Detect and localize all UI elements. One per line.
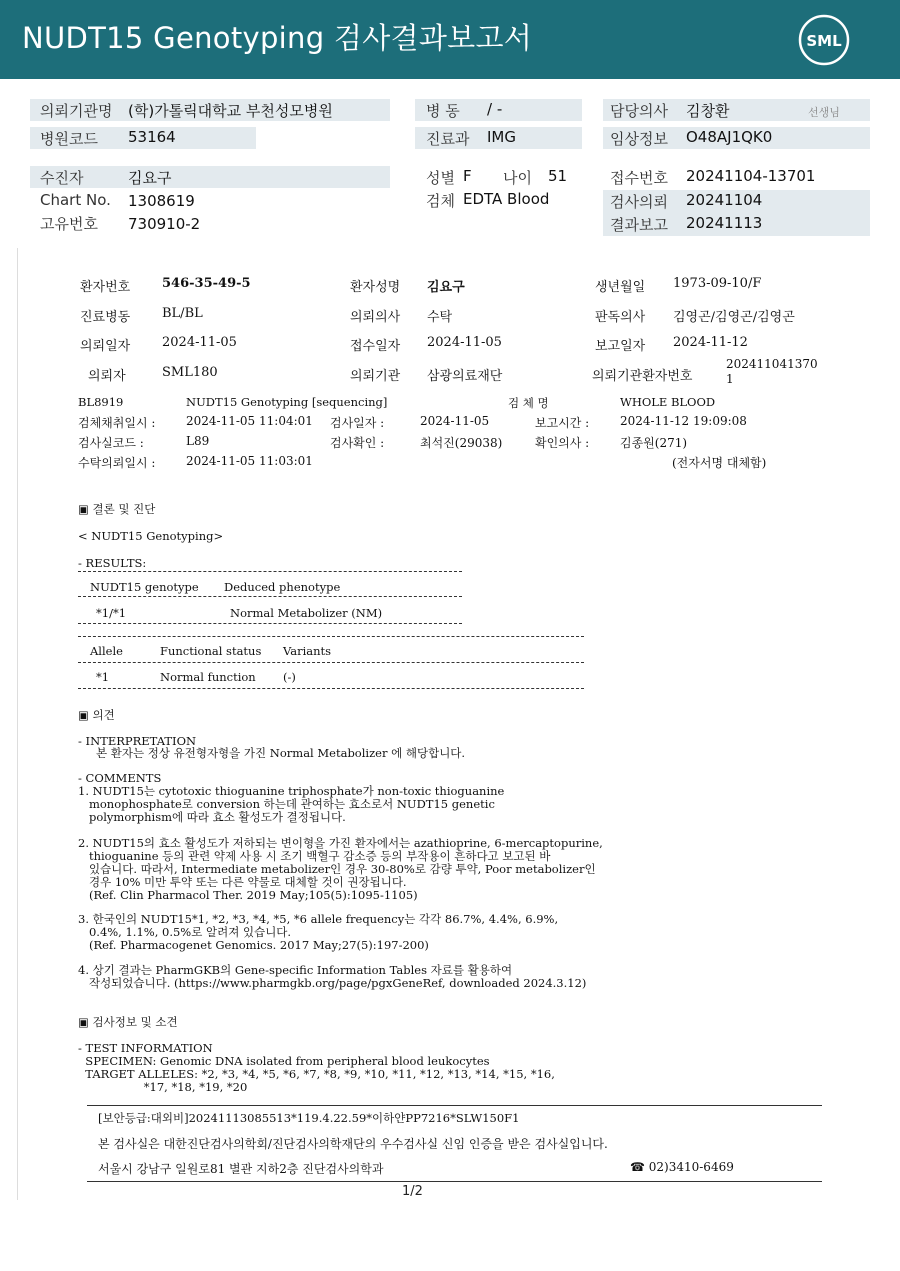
footer-rule-bottom — [87, 1181, 822, 1182]
inst-label: 의뢰기관명 — [40, 102, 113, 120]
collect-value: 2024-11-05 11:04:01 — [186, 414, 313, 428]
ward-label: 병 동 — [426, 102, 460, 120]
dob-value: 1973-09-10/F — [673, 276, 762, 291]
requester-value: SML180 — [162, 365, 218, 380]
genotyping-subtitle: < NUDT15 Genotyping> — [78, 529, 224, 543]
reptime-label: 보고시간 : — [535, 416, 590, 430]
table2-header-allele: Allele — [90, 644, 123, 658]
test-code: BL8919 — [78, 395, 124, 409]
certification-line: 본 검사실은 대한진단검사의학회/진단검사의학재단의 우수검사실 신임 인증을 받은 검사실입니다. — [98, 1137, 608, 1151]
logo-text: SML — [806, 32, 842, 50]
test-spec-label: 검 체 명 — [508, 396, 549, 410]
req-value: 20241104 — [686, 191, 763, 209]
testdate-value: 2024-11-05 — [420, 414, 490, 428]
pid-label: 환자번호 — [80, 280, 131, 295]
test-information-text: - TEST INFORMATION SPECIMEN: Genomic DNA isolated from peripheral blood leukocytes TARGET ALLELES: *2, *3, *4, *5, *6, *7, *8, *9, *10, *11, *12, *13, *14, *15, *16, *17, *18, *19, *20 — [78, 1041, 555, 1094]
dept-label: 진료과 — [426, 130, 470, 148]
pname-label: 환자성명 — [350, 280, 401, 295]
spec-value: EDTA Blood — [463, 190, 550, 208]
reqdate-label: 의뢰일자 — [80, 339, 131, 354]
table2-function-value: Normal function — [160, 670, 256, 684]
doctor-suffix: 선생님 — [808, 106, 840, 119]
table1-phenotype-value: Normal Metabolizer (NM) — [230, 606, 383, 620]
table1-rule-mid — [78, 596, 462, 597]
table1-genotype-value: *1/*1 — [96, 606, 127, 620]
page-border-left — [17, 248, 18, 1200]
pname-value: 김요구 — [427, 280, 465, 295]
sex-value: F — [463, 167, 472, 185]
repdate-label: 보고일자 — [595, 339, 646, 354]
collect-label: 검체채취일시 : — [78, 416, 156, 430]
section-opinion: ▣ 의견 — [78, 708, 115, 722]
room-label: 검사실코드 : — [78, 436, 144, 450]
doctor-label: 담당의사 — [610, 102, 668, 120]
consign-value: 2024-11-05 11:03:01 — [186, 454, 313, 468]
table2-rule-mid — [78, 662, 584, 663]
table1-rule-bottom — [78, 623, 462, 624]
readdoc-label: 판독의사 — [595, 310, 646, 325]
comment-4: 4. 상기 결과는 PharmGKB의 Gene-specific Information Tables 자료를 활용하여 작성되었습니다. (https://www.pharmgkb.org/page/pgxGeneRef, downloaded 2024.3.12) — [78, 963, 587, 990]
recvdate-label: 접수일자 — [350, 339, 401, 354]
req-label: 검사의뢰 — [610, 193, 668, 211]
reqdoc-label: 의뢰의사 — [350, 310, 401, 325]
hcode-value: 53164 — [128, 128, 176, 146]
consign-label: 수탁의뢰일시 : — [78, 456, 156, 470]
instpid-label: 의뢰기관환자번호 — [592, 369, 693, 384]
table2-allele-value: *1 — [96, 670, 110, 684]
hcode-label: 병원코드 — [40, 130, 98, 148]
ward-value: / - — [487, 100, 503, 118]
footer-rule-top — [87, 1105, 822, 1106]
patient-value: 김요구 — [128, 169, 172, 187]
address-line: 서울시 강남구 일원로81 별관 지하2층 진단검사의학과 — [98, 1162, 384, 1176]
age-value: 51 — [548, 167, 568, 185]
confirm-label: 검사확인 : — [330, 436, 385, 450]
table1-rule-top — [78, 571, 462, 572]
patient-label: 수진자 — [40, 169, 84, 187]
comments-heading: - COMMENTS — [78, 771, 162, 785]
requester-label: 의뢰자 — [88, 369, 126, 384]
recv-value: 20241104-13701 — [686, 167, 816, 185]
phone-line: ☎ 02)3410-6469 — [630, 1160, 734, 1174]
uid-value: 730910-2 — [128, 215, 201, 233]
reqdate-value: 2024-11-05 — [162, 335, 237, 350]
report-header — [0, 0, 900, 79]
reqdoc-value: 수탁 — [427, 310, 453, 325]
clin-label: 임상정보 — [610, 130, 668, 148]
patient-bar — [30, 166, 390, 188]
dob-label: 생년월일 — [595, 280, 646, 295]
recv-label: 접수번호 — [610, 169, 668, 187]
section-test-info: ▣ 검사정보 및 소견 — [78, 1015, 178, 1029]
confirm-value: 최석진(29038) — [420, 436, 503, 450]
page-number: 1/2 — [402, 1184, 423, 1199]
reqinst-value: 삼광의료재단 — [427, 369, 503, 384]
confdoc-value: 김종원(271) — [620, 436, 688, 450]
table1-header-genotype: NUDT15 genotype — [90, 580, 199, 594]
table2-rule-bottom — [78, 688, 584, 689]
report-title: NUDT15 Genotyping 검사결과보고서 — [22, 21, 533, 55]
confdoc-label: 확인의사 : — [535, 436, 590, 450]
table2-rule-top — [78, 636, 584, 637]
rward-label: 진료병동 — [80, 310, 131, 325]
testdate-label: 검사일자 : — [330, 416, 385, 430]
interpretation-heading: - INTERPRETATION — [78, 734, 197, 748]
repdate-value: 2024-11-12 — [673, 335, 748, 350]
table2-variants-value: (-) — [283, 670, 296, 684]
comment-3: 3. 한국인의 NUDT15*1, *2, *3, *4, *5, *6 allele frequency는 각각 86.7%, 4.4%, 6.9%, 0.4%, 1.1%, 0.5%로 알려져 있습니다. (Ref. Pharmacogenet Genomics. 2017 May;27(5):197-200) — [78, 912, 559, 952]
recvdate-value: 2024-11-05 — [427, 335, 502, 350]
comment-2: 2. NUDT15의 효소 활성도가 저하되는 변이형을 가진 환자에서는 azathioprine, 6-mercaptopurine, thioguanine 등의 관련 약제 사용 시 조기 백혈구 감소증 등의 부작용이 흔하다고 보고된 바 있습니다. 따라서, Intermediate metabolizer인 경우 30-80%로 감량 투약, Poor metabolizer인 경우 10% 미만 투약 또는 다른 약물로 대체할 것이 권장됩니다. (Ref. Clin Pharmacol Ther. 2019 May;105(5):1095-1105) — [78, 836, 603, 902]
room-value: L89 — [186, 434, 210, 448]
sex-label: 성별 — [426, 169, 455, 187]
reqinst-label: 의뢰기관 — [350, 369, 401, 384]
section-conclusion: ▣ 결론 및 진단 — [78, 502, 156, 516]
rward-value: BL/BL — [162, 306, 203, 321]
test-name: NUDT15 Genotyping [sequencing] — [186, 395, 388, 409]
readdoc-value: 김영곤/김영곤/김영곤 — [673, 310, 795, 325]
res-label: 결과보고 — [610, 216, 668, 234]
security-line: [보안등급:대외비]20241113085513*119.4.22.59*이하얀PP7216*SLW150F1 — [98, 1111, 520, 1125]
test-spec-value: WHOLE BLOOD — [620, 395, 716, 409]
chart-value: 1308619 — [128, 192, 195, 210]
comment-1: 1. NUDT15는 cytotoxic thioguanine triphosphate가 non-toxic thioguanine monophosphate로 conversion 하는데 관여하는 효소로서 NUDT15 genetic polymorphism에 따라 효소 활성도가 결정됩니다. — [78, 784, 505, 824]
table2-header-function: Functional status — [160, 644, 262, 658]
instpid-value-1: 202411041370 — [726, 357, 818, 371]
spec-label: 검체 — [426, 192, 455, 210]
results-heading: - RESULTS: — [78, 556, 147, 570]
doctor-value: 김창환 — [686, 102, 730, 120]
clin-value: O48AJ1QK0 — [686, 128, 773, 146]
chart-label: Chart No. — [40, 191, 111, 209]
age-label: 나이 — [503, 169, 532, 187]
interpretation-text: 본 환자는 정상 유전형자형을 가진 Normal Metabolizer 에 해당합니다. — [96, 746, 466, 760]
esign-note: (전자서명 대체함) — [672, 456, 767, 470]
reptime-value: 2024-11-12 19:09:08 — [620, 414, 747, 428]
instpid-value-2: 1 — [726, 372, 734, 386]
inst-value: (학)가톨릭대학교 부천성모병원 — [128, 102, 333, 120]
table2-header-variants: Variants — [283, 644, 332, 658]
res-value: 20241113 — [686, 214, 763, 232]
uid-label: 고유번호 — [40, 215, 98, 233]
sml-logo — [797, 13, 851, 67]
table1-header-phenotype: Deduced phenotype — [224, 580, 341, 594]
pid-value: 546-35-49-5 — [162, 276, 251, 291]
dept-value: IMG — [487, 128, 516, 146]
